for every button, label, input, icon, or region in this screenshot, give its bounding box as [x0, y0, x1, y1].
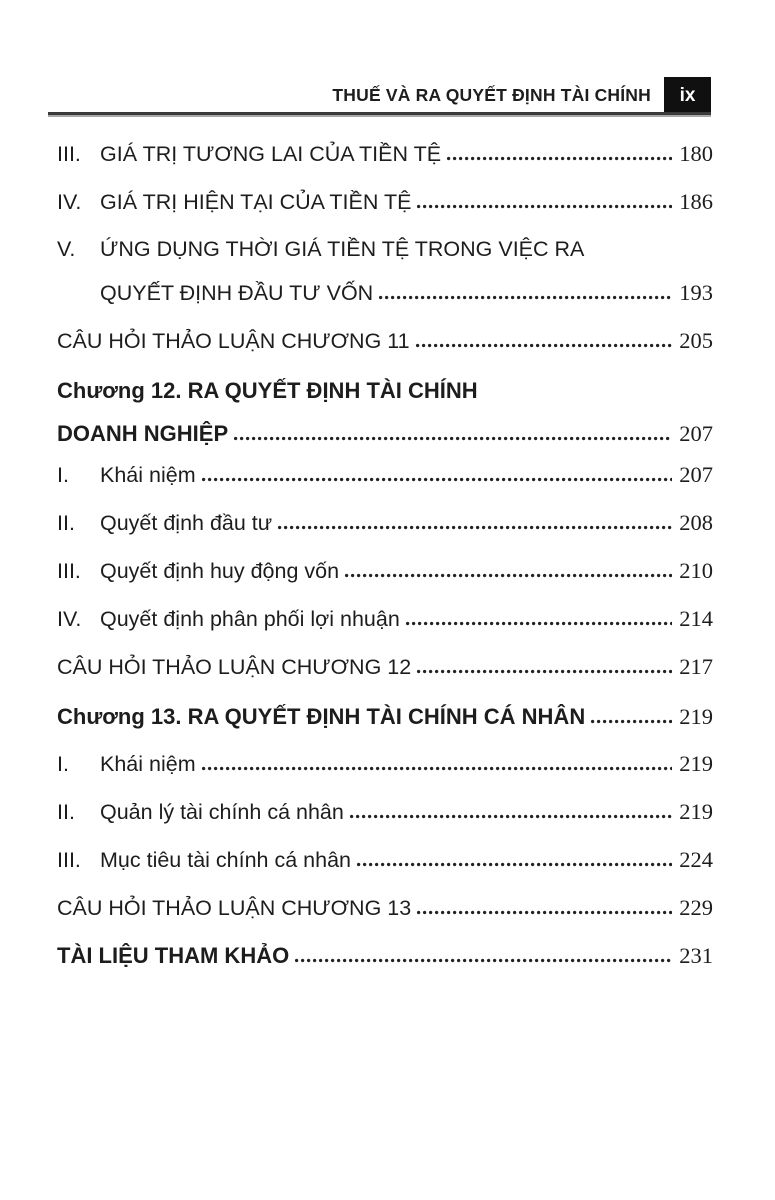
- toc-entry: [57, 894, 713, 922]
- toc-entry-number: III.: [57, 559, 81, 583]
- toc-entry-number: II.: [57, 800, 75, 824]
- dot-leader: [416, 204, 672, 209]
- toc-entry-page: 229: [679, 895, 713, 920]
- chapter-title: Chương 13. RA QUYẾT ĐỊNH TÀI CHÍNH CÁ NHÂN: [57, 704, 586, 729]
- toc-entry-number: III.: [57, 142, 81, 166]
- toc-entry-title: CÂU HỎI THẢO LUẬN CHƯƠNG 11: [57, 329, 410, 353]
- toc-entry: [57, 798, 713, 826]
- dot-leader: [405, 621, 672, 626]
- dot-leader: [201, 766, 672, 771]
- toc-entry: [57, 461, 713, 489]
- toc-entry-title: Quyết định phân phối lợi nhuận: [100, 607, 400, 631]
- table-of-contents: [57, 140, 713, 989]
- toc-entry-title: ỨNG DỤNG THỜI GIÁ TIỀN TỆ TRONG VIỆC RA: [100, 237, 585, 261]
- toc-entry-title: CÂU HỎI THẢO LUẬN CHƯƠNG 13: [57, 896, 412, 920]
- toc-entry-title: GIÁ TRỊ HIỆN TẠI CỦA TIỀN TỆ: [100, 190, 412, 214]
- toc-entry-number: I.: [57, 752, 69, 776]
- page-number-badge: ix: [664, 77, 711, 114]
- dot-leader: [446, 156, 672, 161]
- dot-leader: [416, 910, 672, 915]
- toc-entry-title: Khái niệm: [100, 752, 196, 776]
- references-entry: [57, 942, 713, 969]
- chapter-heading: [57, 703, 713, 730]
- toc-entry: [57, 236, 713, 263]
- toc-entry-page: 231: [679, 943, 713, 968]
- chapter-heading: [57, 377, 713, 404]
- toc-entry: [57, 509, 713, 537]
- toc-entry-number: IV.: [57, 607, 82, 631]
- toc-entry-page: 219: [679, 704, 713, 729]
- toc-entry: [57, 846, 713, 874]
- dot-leader: [416, 669, 672, 674]
- toc-entry-page: 207: [679, 421, 713, 446]
- dot-leader: [201, 477, 672, 482]
- toc-entry-number: I.: [57, 463, 69, 487]
- dot-leader: [590, 719, 672, 724]
- toc-entry-page: 219: [679, 799, 713, 824]
- toc-entry-title: CÂU HỎI THẢO LUẬN CHƯƠNG 12: [57, 655, 412, 679]
- toc-entry: [57, 653, 713, 681]
- dot-leader: [356, 862, 672, 867]
- toc-entry-title: TÀI LIỆU THAM KHẢO: [57, 943, 290, 968]
- toc-entry-number: V.: [57, 237, 76, 261]
- dot-leader: [415, 343, 672, 348]
- toc-entry-page: 219: [679, 751, 713, 776]
- dot-leader: [378, 295, 672, 300]
- toc-entry-page: 217: [679, 654, 713, 679]
- toc-entry-title: Khái niệm: [100, 463, 196, 487]
- dot-leader: [349, 814, 672, 819]
- toc-entry-title: Quyết định đầu tư: [100, 511, 273, 535]
- toc-entry: [57, 557, 713, 585]
- toc-entry-page: 214: [679, 606, 713, 631]
- toc-entry-title: Quyết định huy động vốn: [100, 559, 340, 583]
- page-header: [48, 77, 711, 114]
- toc-entry-number: III.: [57, 848, 81, 872]
- chapter-heading-continued: [57, 420, 713, 447]
- toc-entry-page: 208: [679, 510, 713, 535]
- toc-entry-continued: [57, 279, 713, 307]
- toc-entry: [57, 327, 713, 355]
- toc-entry-page: 205: [679, 328, 713, 353]
- header-rule: [48, 112, 711, 117]
- toc-entry-page: 224: [679, 847, 713, 872]
- toc-entry-title: Quản lý tài chính cá nhân: [100, 800, 344, 824]
- toc-entry: [57, 188, 713, 216]
- toc-entry-title: QUYẾT ĐỊNH ĐẦU TƯ VỐN: [100, 281, 374, 305]
- toc-entry-page: 186: [679, 189, 713, 214]
- chapter-title: DOANH NGHIỆP: [57, 421, 229, 446]
- toc-entry-number: II.: [57, 511, 75, 535]
- toc-entry-page: 210: [679, 558, 713, 583]
- dot-leader: [277, 525, 672, 530]
- dot-leader: [294, 958, 672, 963]
- toc-entry: [57, 750, 713, 778]
- toc-entry: [57, 605, 713, 633]
- toc-entry-number: IV.: [57, 190, 82, 214]
- chapter-title: Chương 12. RA QUYẾT ĐỊNH TÀI CHÍNH: [57, 378, 478, 403]
- book-title: THUẾ VÀ RA QUYẾT ĐỊNH TÀI CHÍNH: [332, 85, 651, 105]
- dot-leader: [233, 436, 672, 441]
- dot-leader: [344, 573, 672, 578]
- toc-entry-title: Mục tiêu tài chính cá nhân: [100, 848, 351, 872]
- toc-entry: [57, 140, 713, 168]
- toc-entry-title: GIÁ TRỊ TƯƠNG LAI CỦA TIỀN TỆ: [100, 142, 442, 166]
- toc-entry-page: 207: [679, 462, 713, 487]
- toc-entry-page: 180: [679, 141, 713, 166]
- toc-entry-page: 193: [679, 280, 713, 305]
